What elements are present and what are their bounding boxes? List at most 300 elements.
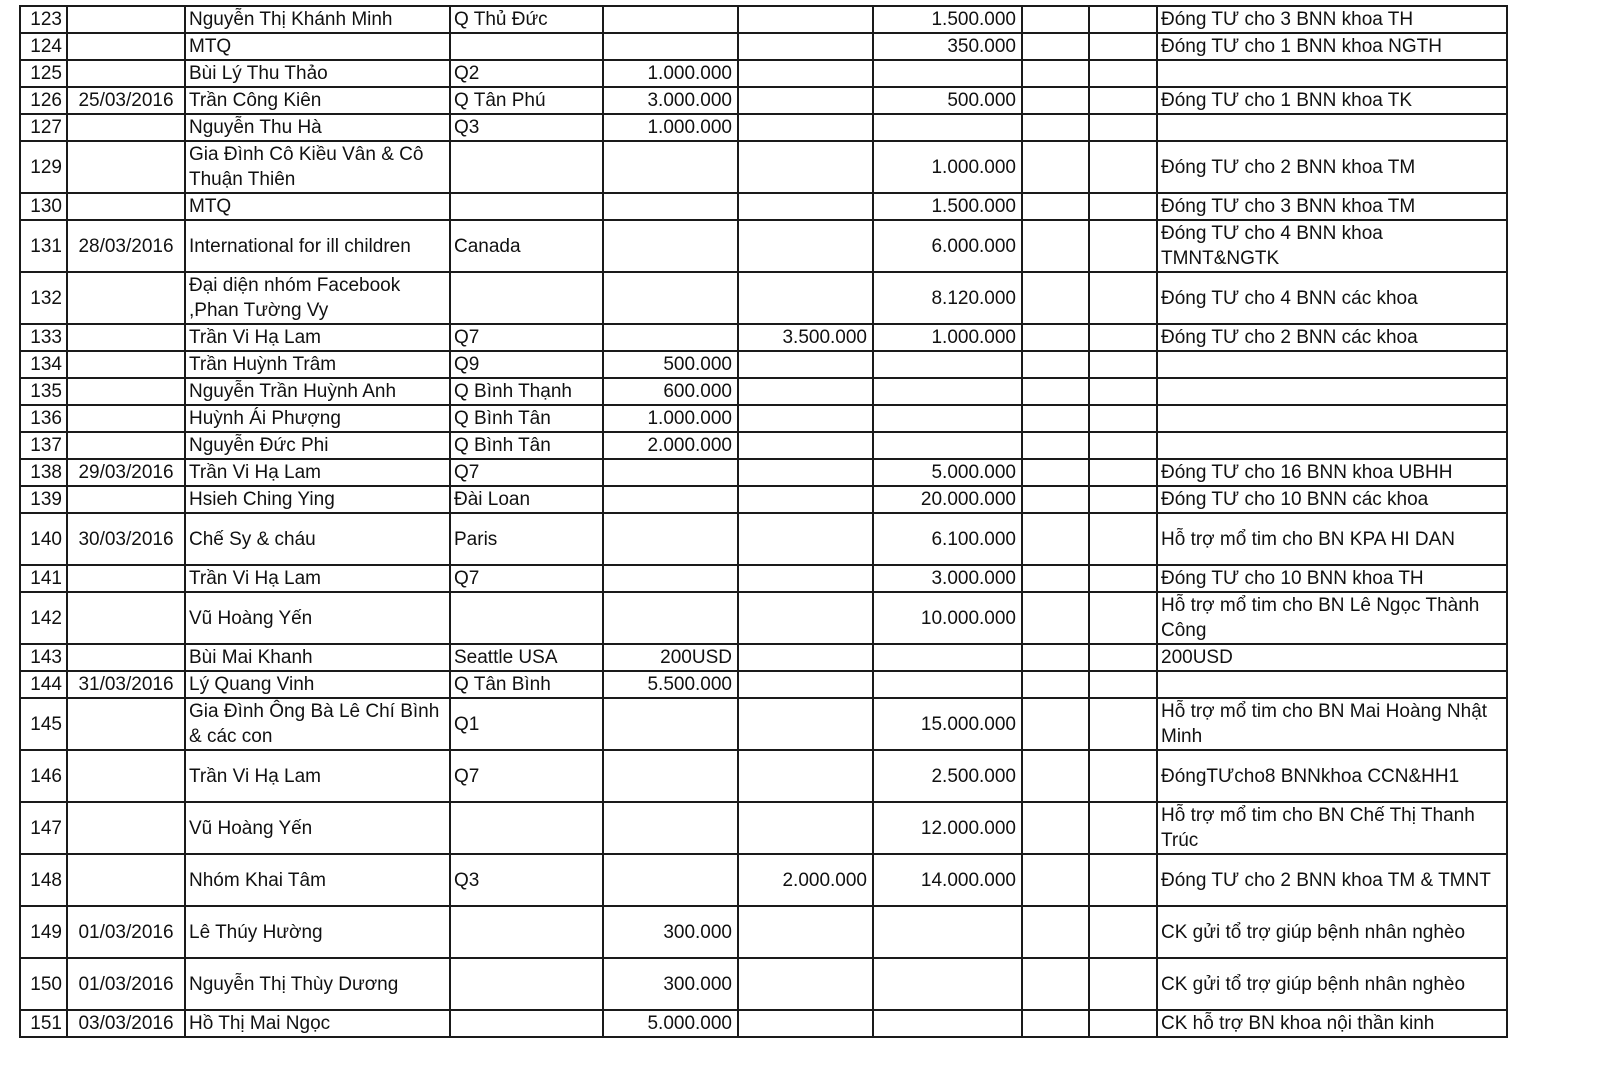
amount-other-cell bbox=[738, 1010, 873, 1037]
date-cell: 03/03/2016 bbox=[67, 1010, 185, 1037]
row-number-cell: 136 bbox=[20, 405, 67, 432]
address-cell: Q Thủ Đức bbox=[450, 6, 603, 33]
row-number-cell: 124 bbox=[20, 33, 67, 60]
amount-cash-cell bbox=[603, 220, 738, 272]
amount-advance-cell: 6.100.000 bbox=[873, 513, 1022, 565]
address-cell: Q7 bbox=[450, 324, 603, 351]
extra-cell-1 bbox=[1022, 698, 1089, 750]
donor-name-cell: Nguyễn Thị Thùy Dương bbox=[185, 958, 450, 1010]
amount-advance-cell: 12.000.000 bbox=[873, 802, 1022, 854]
table-row bbox=[20, 750, 1507, 802]
extra-cell-2 bbox=[1089, 802, 1157, 854]
table-row bbox=[20, 324, 1507, 351]
amount-cash-cell: 5.500.000 bbox=[603, 671, 738, 698]
address-cell bbox=[450, 1010, 603, 1037]
extra-cell-1 bbox=[1022, 459, 1089, 486]
donor-name-cell: Vũ Hoàng Yến bbox=[185, 802, 450, 854]
amount-advance-cell: 5.000.000 bbox=[873, 459, 1022, 486]
extra-cell-1 bbox=[1022, 114, 1089, 141]
address-cell bbox=[450, 906, 603, 958]
amount-other-cell bbox=[738, 87, 873, 114]
donor-name-cell: Nhóm Khai Tâm bbox=[185, 854, 450, 906]
date-cell bbox=[67, 114, 185, 141]
date-cell bbox=[67, 193, 185, 220]
extra-cell-1 bbox=[1022, 324, 1089, 351]
extra-cell-1 bbox=[1022, 565, 1089, 592]
row-number-cell: 137 bbox=[20, 432, 67, 459]
donor-name-cell: Chế Sy & cháu bbox=[185, 513, 450, 565]
note-cell: CK hỗ trợ BN khoa nội thần kinh bbox=[1157, 1010, 1507, 1037]
amount-other-cell bbox=[738, 114, 873, 141]
amount-other-cell bbox=[738, 141, 873, 193]
extra-cell-2 bbox=[1089, 906, 1157, 958]
amount-other-cell bbox=[738, 33, 873, 60]
row-number-cell: 135 bbox=[20, 378, 67, 405]
date-cell: 31/03/2016 bbox=[67, 671, 185, 698]
donor-name-cell: Nguyễn Thị Khánh Minh bbox=[185, 6, 450, 33]
date-cell bbox=[67, 324, 185, 351]
date-cell bbox=[67, 486, 185, 513]
row-number-cell: 150 bbox=[20, 958, 67, 1010]
date-cell bbox=[67, 405, 185, 432]
amount-advance-cell bbox=[873, 644, 1022, 671]
amount-other-cell bbox=[738, 565, 873, 592]
date-cell bbox=[67, 698, 185, 750]
extra-cell-2 bbox=[1089, 220, 1157, 272]
table-row bbox=[20, 565, 1507, 592]
date-cell bbox=[67, 378, 185, 405]
address-cell bbox=[450, 33, 603, 60]
amount-other-cell bbox=[738, 671, 873, 698]
extra-cell-2 bbox=[1089, 272, 1157, 324]
donor-name-cell: Bùi Mai Khanh bbox=[185, 644, 450, 671]
extra-cell-2 bbox=[1089, 324, 1157, 351]
note-cell: Đóng TƯ cho 3 BNN khoa TM bbox=[1157, 193, 1507, 220]
amount-advance-cell: 8.120.000 bbox=[873, 272, 1022, 324]
amount-other-cell bbox=[738, 906, 873, 958]
amount-other-cell bbox=[738, 272, 873, 324]
amount-other-cell bbox=[738, 802, 873, 854]
amount-advance-cell bbox=[873, 1010, 1022, 1037]
row-number-cell: 131 bbox=[20, 220, 67, 272]
extra-cell-2 bbox=[1089, 750, 1157, 802]
donor-name-cell: Trần Vi Hạ Lam bbox=[185, 565, 450, 592]
address-cell: Q7 bbox=[450, 459, 603, 486]
extra-cell-1 bbox=[1022, 906, 1089, 958]
extra-cell-2 bbox=[1089, 459, 1157, 486]
note-cell: ĐóngTƯcho8 BNNkhoa CCN&HH1 bbox=[1157, 750, 1507, 802]
extra-cell-1 bbox=[1022, 220, 1089, 272]
amount-other-cell bbox=[738, 513, 873, 565]
amount-cash-cell bbox=[603, 592, 738, 644]
note-cell bbox=[1157, 60, 1507, 87]
amount-cash-cell bbox=[603, 459, 738, 486]
date-cell bbox=[67, 854, 185, 906]
amount-advance-cell: 1.500.000 bbox=[873, 193, 1022, 220]
date-cell bbox=[67, 141, 185, 193]
amount-other-cell bbox=[738, 405, 873, 432]
extra-cell-2 bbox=[1089, 565, 1157, 592]
row-number-cell: 141 bbox=[20, 565, 67, 592]
extra-cell-2 bbox=[1089, 486, 1157, 513]
row-number-cell: 126 bbox=[20, 87, 67, 114]
table-row bbox=[20, 486, 1507, 513]
date-cell bbox=[67, 750, 185, 802]
table-row bbox=[20, 114, 1507, 141]
extra-cell-2 bbox=[1089, 958, 1157, 1010]
donor-name-cell: Đại diện nhóm Facebook ,Phan Tường Vy bbox=[185, 272, 450, 324]
note-cell: CK gửi tổ trợ giúp bệnh nhân nghèo bbox=[1157, 906, 1507, 958]
amount-advance-cell: 15.000.000 bbox=[873, 698, 1022, 750]
extra-cell-1 bbox=[1022, 592, 1089, 644]
row-number-cell: 149 bbox=[20, 906, 67, 958]
extra-cell-2 bbox=[1089, 698, 1157, 750]
date-cell: 29/03/2016 bbox=[67, 459, 185, 486]
extra-cell-2 bbox=[1089, 114, 1157, 141]
table-row bbox=[20, 351, 1507, 378]
date-cell bbox=[67, 6, 185, 33]
extra-cell-2 bbox=[1089, 193, 1157, 220]
date-cell bbox=[67, 33, 185, 60]
date-cell: 25/03/2016 bbox=[67, 87, 185, 114]
amount-cash-cell: 5.000.000 bbox=[603, 1010, 738, 1037]
address-cell: Q3 bbox=[450, 114, 603, 141]
donor-name-cell: International for ill children bbox=[185, 220, 450, 272]
row-number-cell: 125 bbox=[20, 60, 67, 87]
amount-other-cell bbox=[738, 193, 873, 220]
extra-cell-2 bbox=[1089, 1010, 1157, 1037]
address-cell bbox=[450, 592, 603, 644]
table-row bbox=[20, 1010, 1507, 1037]
extra-cell-1 bbox=[1022, 854, 1089, 906]
date-cell bbox=[67, 432, 185, 459]
row-number-cell: 134 bbox=[20, 351, 67, 378]
note-cell bbox=[1157, 378, 1507, 405]
donor-name-cell: Trần Công Kiên bbox=[185, 87, 450, 114]
donor-name-cell: MTQ bbox=[185, 33, 450, 60]
row-number-cell: 139 bbox=[20, 486, 67, 513]
extra-cell-2 bbox=[1089, 33, 1157, 60]
table-row bbox=[20, 432, 1507, 459]
donor-name-cell: Trần Vi Hạ Lam bbox=[185, 750, 450, 802]
extra-cell-2 bbox=[1089, 378, 1157, 405]
address-cell: Q7 bbox=[450, 565, 603, 592]
table-row bbox=[20, 592, 1507, 644]
amount-advance-cell: 2.500.000 bbox=[873, 750, 1022, 802]
donor-name-cell: Gia Đình Ông Bà Lê Chí Bình & các con bbox=[185, 698, 450, 750]
extra-cell-1 bbox=[1022, 272, 1089, 324]
address-cell: Canada bbox=[450, 220, 603, 272]
note-cell: Hỗ trợ mổ tim cho BN Chế Thị Thanh Trúc bbox=[1157, 802, 1507, 854]
address-cell: Q3 bbox=[450, 854, 603, 906]
note-cell: Đóng TƯ cho 1 BNN khoa NGTH bbox=[1157, 33, 1507, 60]
donor-name-cell: Bùi Lý Thu Thảo bbox=[185, 60, 450, 87]
donor-name-cell: Vũ Hoàng Yến bbox=[185, 592, 450, 644]
row-number-cell: 130 bbox=[20, 193, 67, 220]
amount-cash-cell bbox=[603, 698, 738, 750]
address-cell: Paris bbox=[450, 513, 603, 565]
table-row bbox=[20, 644, 1507, 671]
note-cell: Đóng TƯ cho 2 BNN các khoa bbox=[1157, 324, 1507, 351]
note-cell bbox=[1157, 432, 1507, 459]
donor-name-cell: MTQ bbox=[185, 193, 450, 220]
amount-advance-cell bbox=[873, 405, 1022, 432]
note-cell: Hỗ trợ mổ tim cho BN Mai Hoàng Nhật Minh bbox=[1157, 698, 1507, 750]
note-cell: Đóng TƯ cho 4 BNN khoa TMNT&NGTK bbox=[1157, 220, 1507, 272]
date-cell bbox=[67, 565, 185, 592]
note-cell: Đóng TƯ cho 3 BNN khoa TH bbox=[1157, 6, 1507, 33]
amount-advance-cell bbox=[873, 671, 1022, 698]
donation-ledger-table bbox=[19, 5, 1508, 1038]
note-cell: Đóng TƯ cho 2 BNN khoa TM bbox=[1157, 141, 1507, 193]
amount-other-cell bbox=[738, 459, 873, 486]
note-cell: Đóng TƯ cho 1 BNN khoa TK bbox=[1157, 87, 1507, 114]
row-number-cell: 147 bbox=[20, 802, 67, 854]
extra-cell-2 bbox=[1089, 644, 1157, 671]
note-cell: Đóng TƯ cho 10 BNN khoa TH bbox=[1157, 565, 1507, 592]
table-row bbox=[20, 378, 1507, 405]
address-cell: Q Bình Tân bbox=[450, 405, 603, 432]
extra-cell-1 bbox=[1022, 351, 1089, 378]
date-cell: 28/03/2016 bbox=[67, 220, 185, 272]
extra-cell-2 bbox=[1089, 592, 1157, 644]
table-row bbox=[20, 671, 1507, 698]
row-number-cell: 129 bbox=[20, 141, 67, 193]
amount-advance-cell bbox=[873, 432, 1022, 459]
row-number-cell: 123 bbox=[20, 6, 67, 33]
amount-cash-cell: 2.000.000 bbox=[603, 432, 738, 459]
amount-cash-cell: 1.000.000 bbox=[603, 60, 738, 87]
amount-advance-cell: 350.000 bbox=[873, 33, 1022, 60]
row-number-cell: 140 bbox=[20, 513, 67, 565]
amount-cash-cell bbox=[603, 802, 738, 854]
row-number-cell: 145 bbox=[20, 698, 67, 750]
ledger-body bbox=[20, 6, 1507, 1037]
donor-name-cell: Hồ Thị Mai Ngọc bbox=[185, 1010, 450, 1037]
note-cell: Đóng TƯ cho 4 BNN các khoa bbox=[1157, 272, 1507, 324]
address-cell bbox=[450, 141, 603, 193]
address-cell: Q2 bbox=[450, 60, 603, 87]
extra-cell-2 bbox=[1089, 854, 1157, 906]
amount-advance-cell: 20.000.000 bbox=[873, 486, 1022, 513]
address-cell bbox=[450, 958, 603, 1010]
amount-cash-cell bbox=[603, 486, 738, 513]
date-cell: 30/03/2016 bbox=[67, 513, 185, 565]
note-cell bbox=[1157, 671, 1507, 698]
donor-name-cell: Nguyễn Đức Phi bbox=[185, 432, 450, 459]
table-row bbox=[20, 87, 1507, 114]
amount-cash-cell: 500.000 bbox=[603, 351, 738, 378]
extra-cell-1 bbox=[1022, 193, 1089, 220]
amount-other-cell bbox=[738, 220, 873, 272]
note-cell: Hỗ trợ mổ tim cho BN Lê Ngọc Thành Công bbox=[1157, 592, 1507, 644]
note-cell bbox=[1157, 405, 1507, 432]
note-cell: 200USD bbox=[1157, 644, 1507, 671]
amount-advance-cell bbox=[873, 378, 1022, 405]
address-cell: Q Bình Thạnh bbox=[450, 378, 603, 405]
amount-advance-cell bbox=[873, 351, 1022, 378]
address-cell: Đài Loan bbox=[450, 486, 603, 513]
extra-cell-1 bbox=[1022, 1010, 1089, 1037]
row-number-cell: 127 bbox=[20, 114, 67, 141]
extra-cell-1 bbox=[1022, 750, 1089, 802]
date-cell bbox=[67, 351, 185, 378]
amount-advance-cell: 500.000 bbox=[873, 87, 1022, 114]
table-row bbox=[20, 405, 1507, 432]
table-row bbox=[20, 513, 1507, 565]
amount-other-cell bbox=[738, 432, 873, 459]
amount-cash-cell: 600.000 bbox=[603, 378, 738, 405]
address-cell: Q7 bbox=[450, 750, 603, 802]
extra-cell-1 bbox=[1022, 802, 1089, 854]
table-row bbox=[20, 141, 1507, 193]
row-number-cell: 142 bbox=[20, 592, 67, 644]
extra-cell-1 bbox=[1022, 87, 1089, 114]
amount-advance-cell: 1.500.000 bbox=[873, 6, 1022, 33]
extra-cell-2 bbox=[1089, 671, 1157, 698]
amount-cash-cell bbox=[603, 513, 738, 565]
donor-name-cell: Lý Quang Vinh bbox=[185, 671, 450, 698]
extra-cell-2 bbox=[1089, 513, 1157, 565]
table-row bbox=[20, 906, 1507, 958]
amount-cash-cell bbox=[603, 272, 738, 324]
address-cell bbox=[450, 802, 603, 854]
address-cell: Q Bình Tân bbox=[450, 432, 603, 459]
amount-cash-cell bbox=[603, 750, 738, 802]
amount-advance-cell: 1.000.000 bbox=[873, 324, 1022, 351]
extra-cell-2 bbox=[1089, 60, 1157, 87]
date-cell: 01/03/2016 bbox=[67, 958, 185, 1010]
date-cell: 01/03/2016 bbox=[67, 906, 185, 958]
donor-name-cell: Huỳnh Ái Phượng bbox=[185, 405, 450, 432]
amount-advance-cell: 10.000.000 bbox=[873, 592, 1022, 644]
extra-cell-1 bbox=[1022, 671, 1089, 698]
amount-cash-cell: 300.000 bbox=[603, 906, 738, 958]
extra-cell-1 bbox=[1022, 60, 1089, 87]
amount-cash-cell bbox=[603, 193, 738, 220]
amount-advance-cell: 3.000.000 bbox=[873, 565, 1022, 592]
extra-cell-1 bbox=[1022, 33, 1089, 60]
amount-cash-cell bbox=[603, 565, 738, 592]
address-cell: Q9 bbox=[450, 351, 603, 378]
donor-name-cell: Trần Vi Hạ Lam bbox=[185, 459, 450, 486]
table-row bbox=[20, 459, 1507, 486]
date-cell bbox=[67, 272, 185, 324]
table-row bbox=[20, 854, 1507, 906]
extra-cell-1 bbox=[1022, 405, 1089, 432]
note-cell: Hỗ trợ mổ tim cho BN KPA HI DAN bbox=[1157, 513, 1507, 565]
date-cell bbox=[67, 60, 185, 87]
amount-advance-cell bbox=[873, 906, 1022, 958]
amount-advance-cell: 6.000.000 bbox=[873, 220, 1022, 272]
amount-advance-cell bbox=[873, 958, 1022, 1010]
donor-name-cell: Trần Vi Hạ Lam bbox=[185, 324, 450, 351]
amount-other-cell bbox=[738, 698, 873, 750]
donor-name-cell: Nguyễn Trần Huỳnh Anh bbox=[185, 378, 450, 405]
amount-cash-cell bbox=[603, 854, 738, 906]
note-cell: Đóng TƯ cho 16 BNN khoa UBHH bbox=[1157, 459, 1507, 486]
note-cell: Đóng TƯ cho 2 BNN khoa TM & TMNT bbox=[1157, 854, 1507, 906]
note-cell: Đóng TƯ cho 10 BNN các khoa bbox=[1157, 486, 1507, 513]
amount-other-cell bbox=[738, 958, 873, 1010]
amount-cash-cell bbox=[603, 33, 738, 60]
extra-cell-2 bbox=[1089, 432, 1157, 459]
amount-advance-cell bbox=[873, 114, 1022, 141]
extra-cell-1 bbox=[1022, 6, 1089, 33]
row-number-cell: 133 bbox=[20, 324, 67, 351]
table-row bbox=[20, 60, 1507, 87]
address-cell: Q Tân Bình bbox=[450, 671, 603, 698]
donor-name-cell: Hsieh Ching Ying bbox=[185, 486, 450, 513]
amount-cash-cell: 1.000.000 bbox=[603, 405, 738, 432]
donor-name-cell: Nguyễn Thu Hà bbox=[185, 114, 450, 141]
amount-other-cell bbox=[738, 486, 873, 513]
amount-advance-cell bbox=[873, 60, 1022, 87]
row-number-cell: 138 bbox=[20, 459, 67, 486]
amount-other-cell bbox=[738, 378, 873, 405]
amount-other-cell bbox=[738, 592, 873, 644]
extra-cell-1 bbox=[1022, 486, 1089, 513]
extra-cell-1 bbox=[1022, 378, 1089, 405]
date-cell bbox=[67, 592, 185, 644]
row-number-cell: 132 bbox=[20, 272, 67, 324]
address-cell bbox=[450, 193, 603, 220]
table-row bbox=[20, 193, 1507, 220]
date-cell bbox=[67, 644, 185, 671]
amount-advance-cell: 14.000.000 bbox=[873, 854, 1022, 906]
extra-cell-1 bbox=[1022, 141, 1089, 193]
row-number-cell: 143 bbox=[20, 644, 67, 671]
note-cell: CK gửi tổ trợ giúp bệnh nhân nghèo bbox=[1157, 958, 1507, 1010]
extra-cell-1 bbox=[1022, 958, 1089, 1010]
extra-cell-2 bbox=[1089, 405, 1157, 432]
extra-cell-1 bbox=[1022, 644, 1089, 671]
row-number-cell: 144 bbox=[20, 671, 67, 698]
table-row bbox=[20, 220, 1507, 272]
extra-cell-2 bbox=[1089, 141, 1157, 193]
donor-name-cell: Trần Huỳnh Trâm bbox=[185, 351, 450, 378]
amount-cash-cell: 1.000.000 bbox=[603, 114, 738, 141]
row-number-cell: 146 bbox=[20, 750, 67, 802]
amount-other-cell bbox=[738, 750, 873, 802]
row-number-cell: 148 bbox=[20, 854, 67, 906]
note-cell bbox=[1157, 114, 1507, 141]
extra-cell-2 bbox=[1089, 87, 1157, 114]
table-row bbox=[20, 958, 1507, 1010]
date-cell bbox=[67, 802, 185, 854]
donor-name-cell: Lê Thúy Hường bbox=[185, 906, 450, 958]
amount-other-cell bbox=[738, 644, 873, 671]
address-cell: Seattle USA bbox=[450, 644, 603, 671]
donor-name-cell: Gia Đình Cô Kiều Vân & Cô Thuận Thiên bbox=[185, 141, 450, 193]
amount-other-cell bbox=[738, 351, 873, 378]
amount-other-cell bbox=[738, 6, 873, 33]
amount-cash-cell: 300.000 bbox=[603, 958, 738, 1010]
amount-cash-cell: 3.000.000 bbox=[603, 87, 738, 114]
extra-cell-2 bbox=[1089, 351, 1157, 378]
extra-cell-2 bbox=[1089, 6, 1157, 33]
address-cell: Q Tân Phú bbox=[450, 87, 603, 114]
amount-cash-cell: 200USD bbox=[603, 644, 738, 671]
table-row bbox=[20, 33, 1507, 60]
table-row bbox=[20, 802, 1507, 854]
address-cell: Q1 bbox=[450, 698, 603, 750]
table-row bbox=[20, 6, 1507, 33]
amount-other-cell bbox=[738, 60, 873, 87]
amount-cash-cell bbox=[603, 6, 738, 33]
amount-cash-cell bbox=[603, 324, 738, 351]
amount-other-cell: 2.000.000 bbox=[738, 854, 873, 906]
